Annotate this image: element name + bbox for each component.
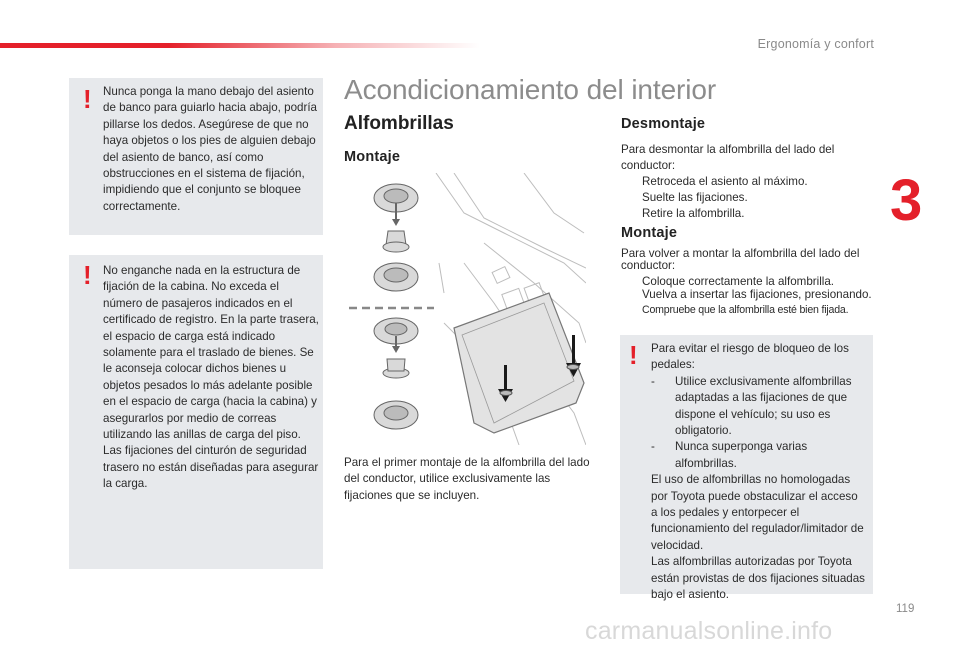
list-item: Retroceda el asiento al máximo. — [642, 175, 808, 188]
page-number: 119 — [896, 603, 915, 615]
list-item: Compruebe que la alfombrilla esté bien fijada. — [642, 304, 849, 316]
floor-mat-illustration — [344, 173, 586, 445]
list-item: - Utilice exclusivamente alfombrillas adaptadas a las fijaciones de que dispone el vehículo; su uso es obligatorio. — [651, 374, 852, 438]
chapter-number: 3 — [890, 168, 923, 233]
warning-box-pedals — [620, 335, 873, 602]
desmontaje-intro: Para desmontar la alfombrilla del lado del conductor: — [621, 143, 835, 173]
list-item: - Nunca superponga varias alfombrillas. — [651, 440, 808, 470]
watermark: carmanualsonline.info — [585, 617, 833, 645]
page-title: Acondicionamiento del interior — [344, 74, 717, 105]
section-title: Ergonomía y confort — [757, 37, 874, 51]
list-item: Coloque correctamente la alfombrilla. — [642, 275, 835, 288]
exclamation-icon: ! — [83, 260, 92, 290]
list-item: Retire la alfombrilla. — [642, 207, 745, 220]
list-item: Vuelva a insertar las fijaciones, presionando. — [642, 287, 872, 301]
warning-text: Nunca ponga la mano debajo del asiento de banco para guiarlo hacia abajo, podría pillarse los dedos. Asegúrese de que no haya objetos o los pies de alguien debajo del asiento de banco, así como obstrucciones en el sistema de fijación, impidiendo que el conjunto se bloquee correctamente. — [103, 85, 317, 213]
exclamation-icon: ! — [629, 340, 638, 370]
warning-text: El uso de alfombrillas no homologadas por Toyota puede obstaculizar el acceso a los pedales y entorpecer el funcionamiento del regulador/limitador de velocidad. — [651, 473, 864, 552]
warning-box-hands — [69, 78, 323, 235]
section-heading-alfombrillas: Alfombrillas — [344, 113, 454, 134]
list-item: Suelte las fijaciones. — [642, 191, 748, 204]
subheading-desmontaje: Desmontaje — [621, 116, 706, 132]
subheading-montaje: Montaje — [344, 149, 401, 165]
figure-caption: Para el primer montaje de la alfombrilla del lado del conductor, utilice exclusivamente las fijaciones que se incluyen. — [344, 456, 590, 502]
warning-text: No enganche nada en la estructura de fijación de la cabina. No exceda el número de pasajeros indicados en el certificado de registro. En la parte trasera, el espacio de carga está indicado solamente para el traslado de bienes. Se le aconseja colocar dichos bienes u objetos pesados lo más adelante posible en el espacio de carga (hacia la cabina) y asegurarlos por medio de correas utilizando las anillas de carga del piso. Las fijaciones del cinturón de seguridad trasero no están diseñadas para asegurar la carga. — [103, 264, 319, 491]
desmontaje-steps — [621, 174, 877, 222]
montaje-steps — [621, 276, 877, 317]
subheading-montaje-reinstall: Montaje — [621, 225, 678, 241]
montaje-intro: Para volver a montar la alfombrilla del lado del conductor: — [621, 247, 860, 272]
warning-intro: Para evitar el riesgo de bloqueo de los pedales: — [651, 342, 849, 372]
warning-text: Las alfombrillas autorizadas por Toyota están provistas de dos fijaciones situadas bajo el asiento. — [651, 555, 865, 602]
exclamation-icon: ! — [83, 84, 92, 114]
header-accent-bar — [0, 43, 480, 48]
warning-box-cargo — [69, 255, 323, 569]
